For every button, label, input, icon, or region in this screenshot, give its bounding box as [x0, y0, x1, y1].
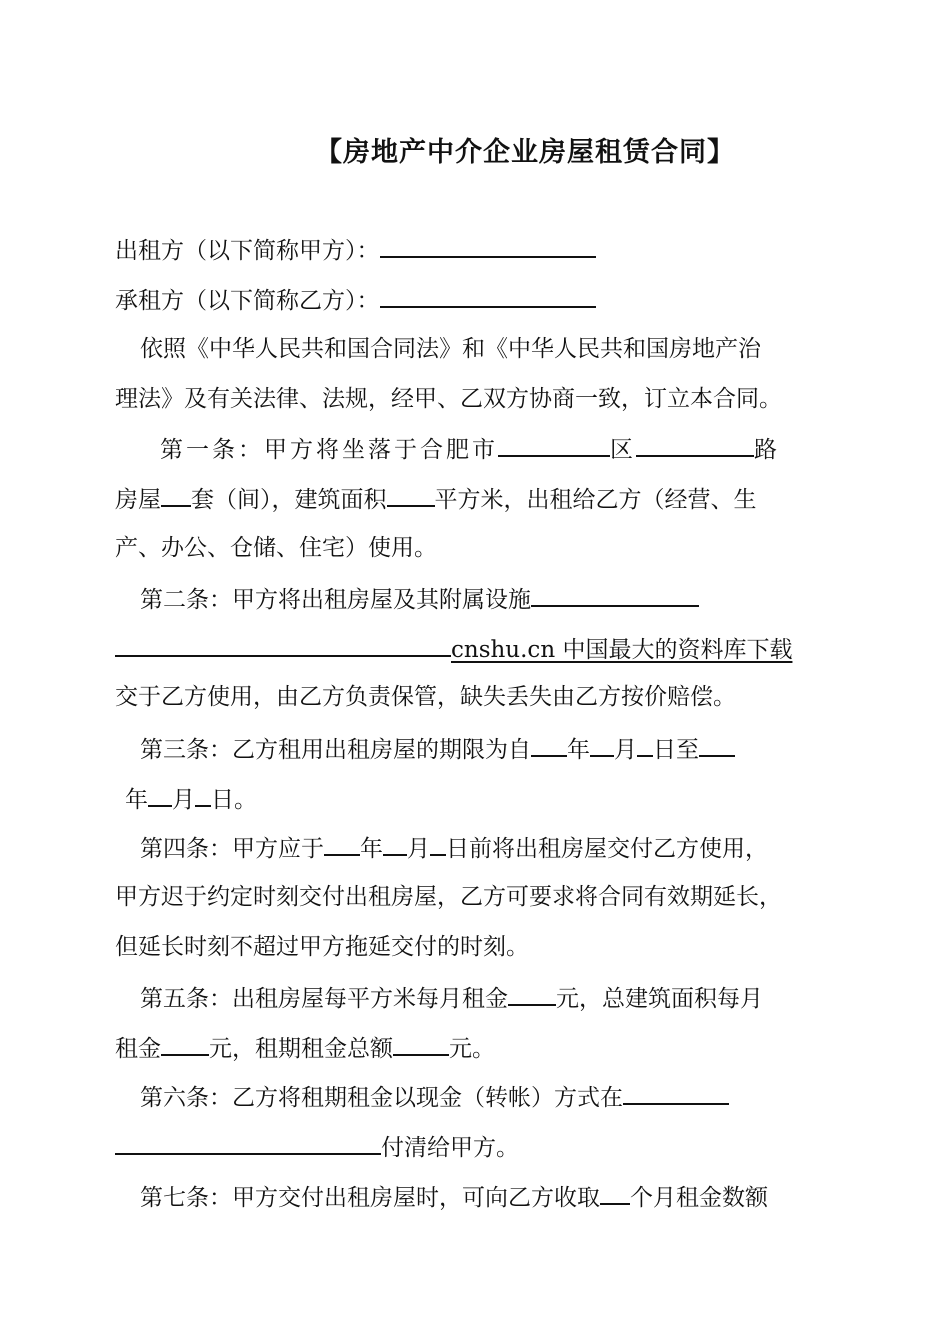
article-4-text-f: 但延长时刻不超过甲方拖延交付的时刻。: [115, 934, 529, 960]
deposit-months-blank[interactable]: [600, 1181, 630, 1205]
document-title: 【房地产中介企业房屋租赁合同】: [315, 137, 735, 168]
article-3-text-f: 月: [172, 787, 195, 813]
article-7-text-a: 第七条：甲方交付出租房屋时，可向乙方收取: [140, 1185, 600, 1211]
preamble-line-1: [140, 334, 761, 364]
article-7-text-b: 个月租金数额: [630, 1185, 768, 1211]
article-3-text-g: 日。: [211, 787, 257, 813]
end-month-blank[interactable]: [148, 783, 172, 807]
article-6-text-a: 第六条：乙方将租期租金以现金（转帐）方式在: [140, 1085, 623, 1111]
article-5-text-e: 元。: [449, 1036, 495, 1062]
units-blank[interactable]: [161, 483, 191, 507]
article-5-line-1: [140, 982, 763, 1014]
preamble-text-2: 理法》及有关法律、法规，经甲、乙双方协商一致，订立本合同。: [115, 386, 782, 412]
article-1-text-g: 产、办公、仓储、住宅）使用。: [115, 535, 437, 561]
facilities-blank-2[interactable]: [115, 633, 451, 657]
article-4-text-c: 月: [407, 836, 430, 862]
article-6-line-1: [140, 1081, 729, 1113]
article-1-text-d: 房屋: [115, 487, 161, 513]
article-4-text-d: 日前将出租房屋交付乙方使用，: [446, 836, 768, 862]
article-1-text-b: 区: [610, 437, 636, 463]
lessee-blank[interactable]: [380, 284, 596, 308]
article-1-line-2: [115, 483, 757, 515]
payment-time-blank[interactable]: [623, 1081, 729, 1105]
article-2-line-2: [115, 633, 792, 665]
article-3-line-2: [125, 783, 257, 815]
article-7-line-1: [140, 1181, 768, 1213]
article-1-text-a: 第一条：甲方将坐落于合肥市: [160, 437, 498, 463]
article-5-text-c: 租金: [115, 1036, 161, 1062]
start-year-blank[interactable]: [531, 733, 567, 757]
end-year-blank[interactable]: [699, 733, 735, 757]
article-2-line-1: [140, 583, 699, 615]
article-1-text-f: 平方米，出租给乙方（经营、生: [434, 487, 757, 513]
article-1-text-c: 路: [754, 437, 780, 463]
end-day-blank[interactable]: [195, 783, 211, 807]
delivery-month-blank[interactable]: [383, 832, 407, 856]
article-4-text-e: 甲方迟于约定时刻交付出租房屋，乙方可要求将合同有效期延长，: [115, 884, 782, 910]
article-3-text-d: 日至: [653, 737, 699, 763]
lessor-label: 出租方（以下简称甲方）：: [115, 238, 380, 264]
article-3-text-e: 年: [125, 787, 148, 813]
article-3-text-a: 第三条：乙方租用出租房屋的期限为自: [140, 737, 531, 763]
monthly-rent-blank[interactable]: [161, 1032, 209, 1056]
article-1-text-e: 套（间），建筑面积: [191, 487, 387, 513]
article-2-line-3: [115, 682, 736, 712]
start-day-blank[interactable]: [637, 733, 653, 757]
article-5-line-2: [115, 1032, 495, 1064]
start-month-blank[interactable]: [590, 733, 614, 757]
lessee-label: 承租方（以下简称乙方）：: [115, 288, 380, 314]
article-2-text-a: 第二条：甲方将出租房屋及其附属设施: [140, 587, 531, 613]
watermark-link[interactable]: cnshu.cn 中国最大的资料库下载: [451, 637, 793, 663]
article-1-line-1: [160, 433, 780, 465]
article-5-text-d: 元，租期租金总额: [209, 1036, 393, 1062]
article-4-line-1: [140, 832, 768, 864]
lessee-line: [115, 284, 596, 316]
article-4-line-2: [115, 882, 782, 912]
article-5-text-a: 第五条：出租房屋每平方米每月租金: [140, 986, 508, 1012]
delivery-day-blank[interactable]: [430, 832, 446, 856]
payment-time-blank-2[interactable]: [115, 1131, 381, 1155]
delivery-year-blank[interactable]: [324, 832, 360, 856]
rent-per-sqm-blank[interactable]: [508, 982, 556, 1006]
article-4-text-b: 年: [360, 836, 383, 862]
article-3-text-c: 月: [614, 737, 637, 763]
facilities-blank[interactable]: [531, 583, 699, 607]
lessor-line: [115, 234, 596, 266]
article-3-line-1: [140, 733, 735, 765]
article-1-line-3: [115, 533, 437, 563]
article-5-text-b: 元，总建筑面积每月: [556, 986, 763, 1012]
total-rent-blank[interactable]: [393, 1032, 449, 1056]
lessor-blank[interactable]: [380, 234, 596, 258]
road-blank[interactable]: [636, 433, 754, 457]
preamble-text-1: 依照《中华人民共和国合同法》和《中华人民共和国房地产治: [140, 336, 761, 362]
article-3-text-b: 年: [567, 737, 590, 763]
article-2-text-b: 交于乙方使用，由乙方负责保管，缺失丢失由乙方按价赔偿。: [115, 684, 736, 710]
article-6-text-b: 付清给甲方。: [381, 1135, 519, 1161]
article-4-text-a: 第四条：甲方应于: [140, 836, 324, 862]
preamble-line-2: [115, 384, 782, 414]
article-6-line-2: [115, 1131, 519, 1163]
article-4-line-3: [115, 932, 529, 962]
city-district-blank[interactable]: [498, 433, 610, 457]
area-blank[interactable]: [387, 483, 435, 507]
